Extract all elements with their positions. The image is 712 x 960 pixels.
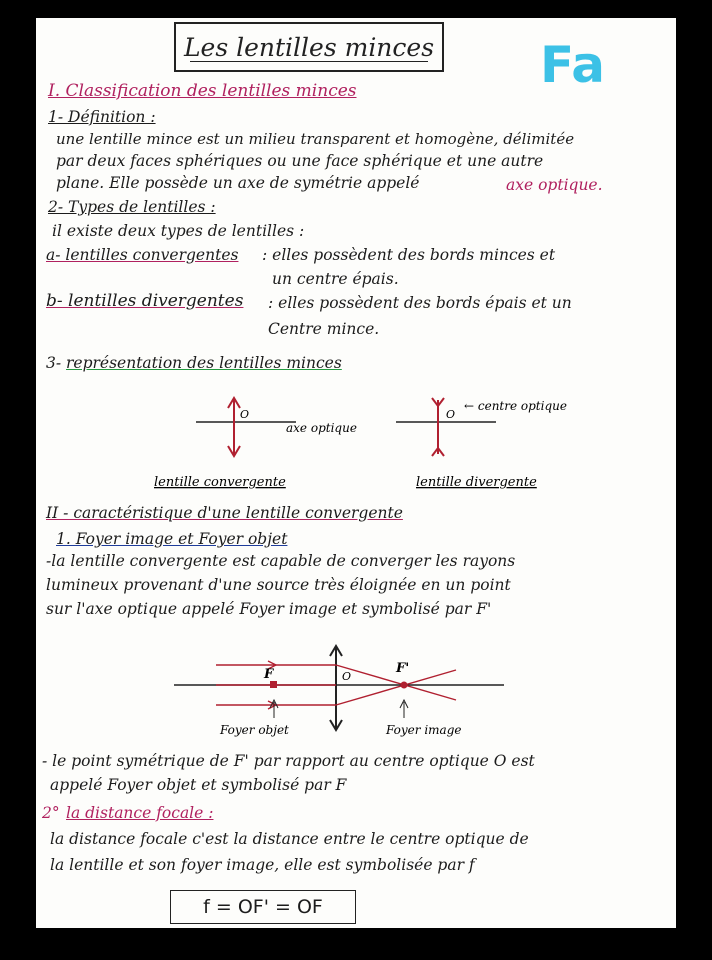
divergent-caption: lentille divergente [416, 475, 537, 490]
axis-term: axe optique. [506, 176, 603, 194]
representation-heading: représentation des lentilles minces [66, 354, 342, 372]
section-1-heading: I. Classification des lentilles minces [48, 81, 357, 101]
definition-heading: 1- Définition : [48, 108, 156, 126]
divergent-center-label: O [446, 408, 456, 421]
section-2-heading: II - caractéristique d'une lentille convergente [46, 504, 403, 522]
foyers-heading: 1. Foyer image et Foyer objet [56, 530, 288, 548]
axis-optique-label: axe optique [286, 421, 357, 435]
focus-F-prime-label: F' [396, 661, 410, 676]
foyer-line-2: lumineux provenant d'une source très éloignée en un point [46, 576, 511, 594]
centre-optique-note: ← centre optique [464, 399, 567, 413]
focal-points-diagram [36, 638, 676, 738]
foyer-image-caption: Foyer image [386, 723, 462, 737]
symmetric-line-2: appelé Foyer objet et symbolisé par F [50, 776, 347, 794]
brand-logo: Fa [540, 36, 605, 94]
foyer-line-3: sur l'axe optique appelé Foyer image et symbolisé par F' [46, 600, 492, 618]
focal-heading-num: 2° [42, 804, 60, 822]
focal-line-1: la distance focale c'est la distance entre le centre optique de [50, 830, 529, 848]
symmetric-line-1: - le point symétrique de F' par rapport au centre optique O est [42, 752, 535, 770]
type-a-text: : elles possèdent des bords minces et [262, 246, 556, 264]
types-intro: il existe deux types de lentilles : [52, 222, 305, 240]
type-a-label: a- lentilles convergentes [46, 246, 239, 264]
type-b-text: : elles possèdent des bords épais et un [268, 294, 572, 312]
type-b-label: b- lentilles divergentes [46, 291, 244, 311]
notebook-page [36, 18, 676, 928]
definition-line-3: plane. Elle possède un axe de symétrie appelé [56, 174, 420, 192]
definition-line-2: par deux faces sphériques ou une face sphérique et une autre [56, 152, 544, 170]
focal-line-2: la lentille et son foyer image, elle est symbolisée par f [50, 856, 475, 874]
convergent-center-label: O [240, 408, 250, 421]
foyer-objet-caption: Foyer objet [220, 723, 289, 737]
foyer-line-1: -la lentille convergente est capable de converger les rayons [46, 552, 516, 570]
focal-formula: f = OF' = OF [170, 890, 356, 924]
convergent-caption: lentille convergente [154, 475, 286, 490]
type-b-text-2: Centre mince. [268, 320, 380, 338]
representation-heading-num: 3- [46, 354, 62, 372]
focus-F-label: F [264, 667, 274, 682]
lens-representation-diagram [36, 388, 676, 498]
focal-heading: la distance focale : [66, 804, 214, 822]
definition-line-1: une lentille mince est un milieu transparent et homogène, délimitée [56, 130, 575, 148]
page-title: Les lentilles minces [174, 22, 444, 72]
type-a-text-2: un centre épais. [272, 270, 399, 288]
types-heading: 2- Types de lentilles : [48, 198, 216, 216]
center-O-label: O [342, 670, 352, 683]
